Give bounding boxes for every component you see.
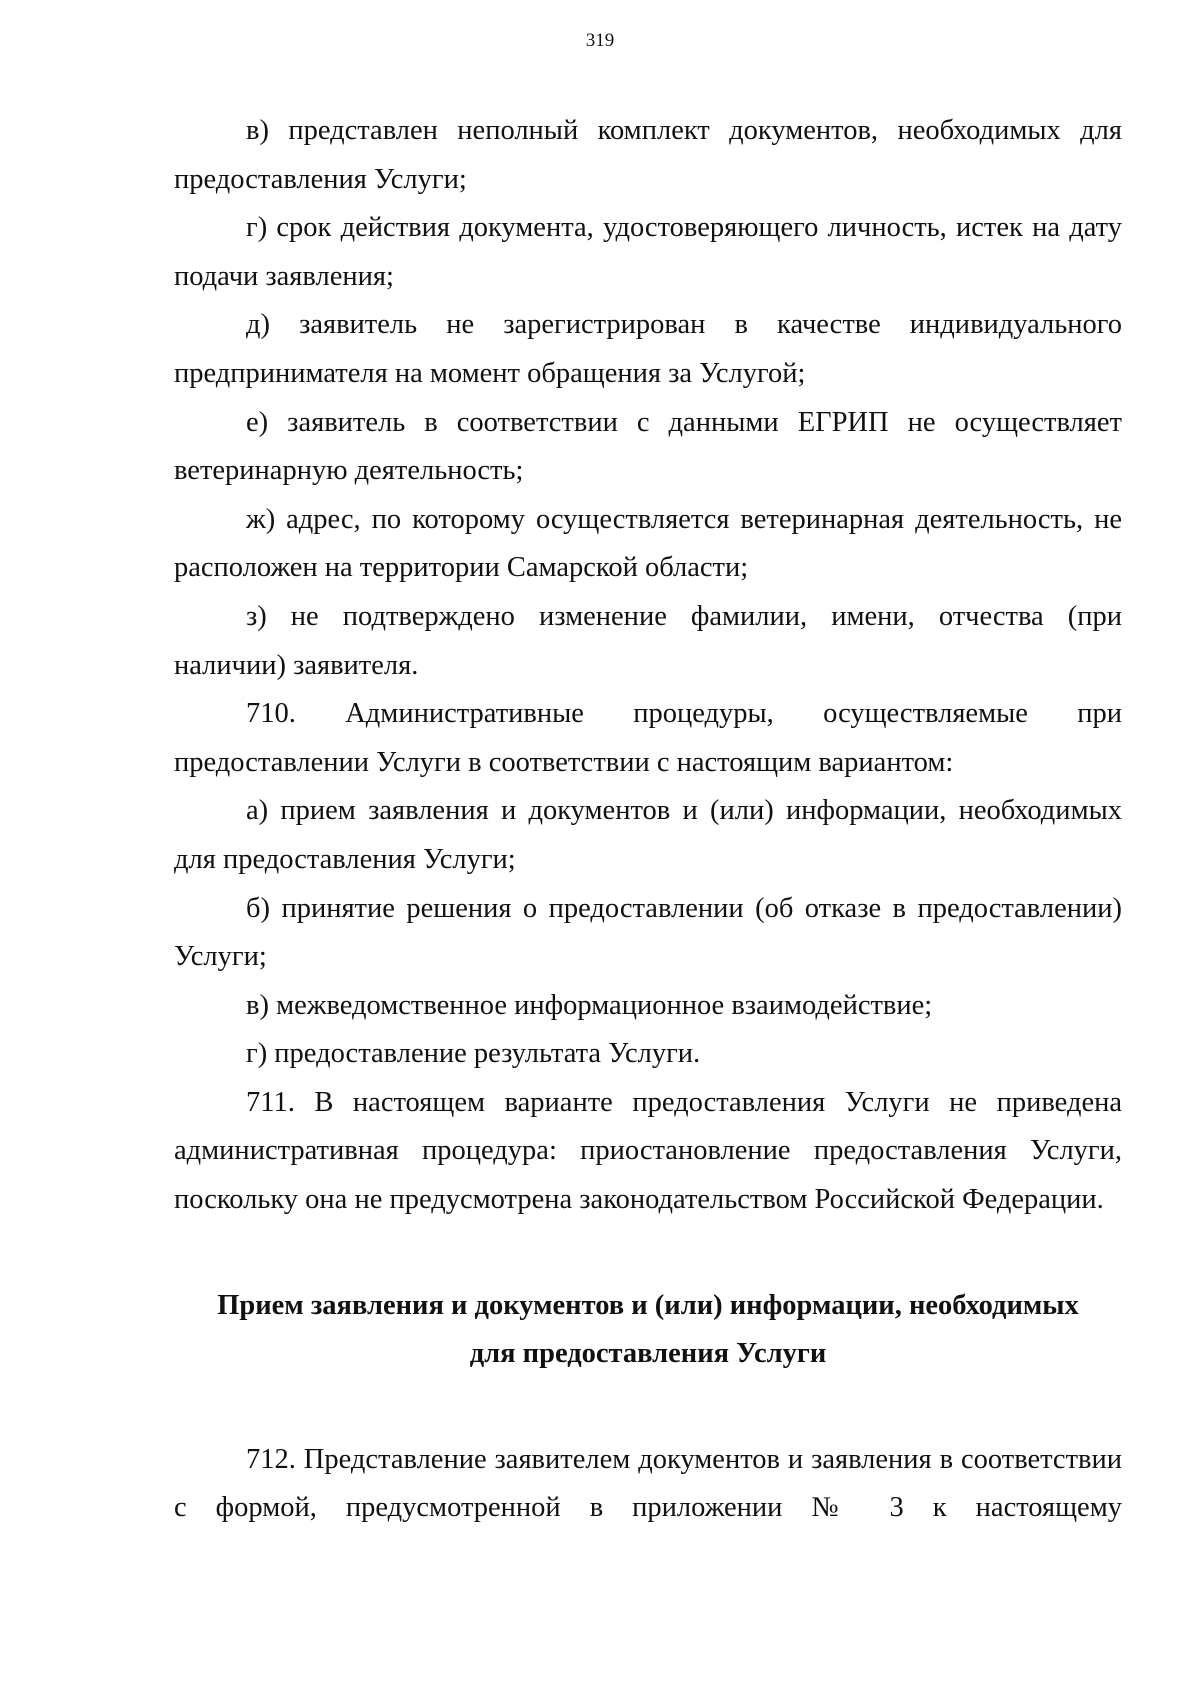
paragraph-712: 712. Представление заявителем документов и заявления в соответствии с формой, предусмотренной в приложении № 3 к настоящему — [174, 1443, 1122, 1524]
paragraph-711: 711. В настоящем варианте предоставления Услуги не приведена административная процедура: приостановление предоставления Услуги, поскольку она не предусмотрена законодательством Российской Федерации. — [174, 1086, 1122, 1216]
paragraph-710-b: б) принятие решения о предоставлении (об отказе в предоставлении) Услуги; — [174, 892, 1122, 973]
spacer — [174, 1379, 1122, 1436]
paragraph-710: 710. Административные процедуры, осуществляемые при предоставлении Услуги в соответствии с настоящим вариантом: — [174, 698, 1122, 778]
spacer — [174, 1225, 1122, 1282]
paragraph-item-e: е) заявитель в соответствии с данными ЕГРИП не осуществляет ветеринарную деятельность; — [174, 406, 1122, 487]
paragraph-item-zh: ж) адрес, по которому осуществляется ветеринарная деятельность, не расположен на территории Самарской области; — [174, 503, 1122, 584]
paragraph-710-a: а) прием заявления и документов и (или) информации, необходимых для предоставления Услуги; — [174, 795, 1122, 875]
paragraph-item-g: г) срок действия документа, удостоверяющего личность, истек на дату подачи заявления; — [174, 212, 1122, 292]
paragraph-710-g: г) предоставление результата Услуги. — [246, 1038, 701, 1070]
paragraph-item-z: з) не подтверждено изменение фамилии, имени, отчества (при наличии) заявителя. — [174, 600, 1122, 681]
section-heading-line-1: Прием заявления и документов и (или) информации, необходимых — [217, 1289, 1079, 1321]
paragraph-710-v: в) межведомственное информационное взаимодействие; — [246, 989, 933, 1021]
document-body — [174, 107, 1122, 1533]
paragraph-item-v: в) представлен неполный комплект документов, необходимых для предоставления Услуги; — [174, 115, 1122, 195]
page-number: 319 — [585, 30, 615, 51]
paragraph-item-d: д) заявитель не зарегистрирован в качестве индивидуального предпринимателя на момент обращения за Услугой; — [174, 309, 1122, 389]
section-heading-line-2: для предоставления Услуги — [469, 1338, 827, 1370]
